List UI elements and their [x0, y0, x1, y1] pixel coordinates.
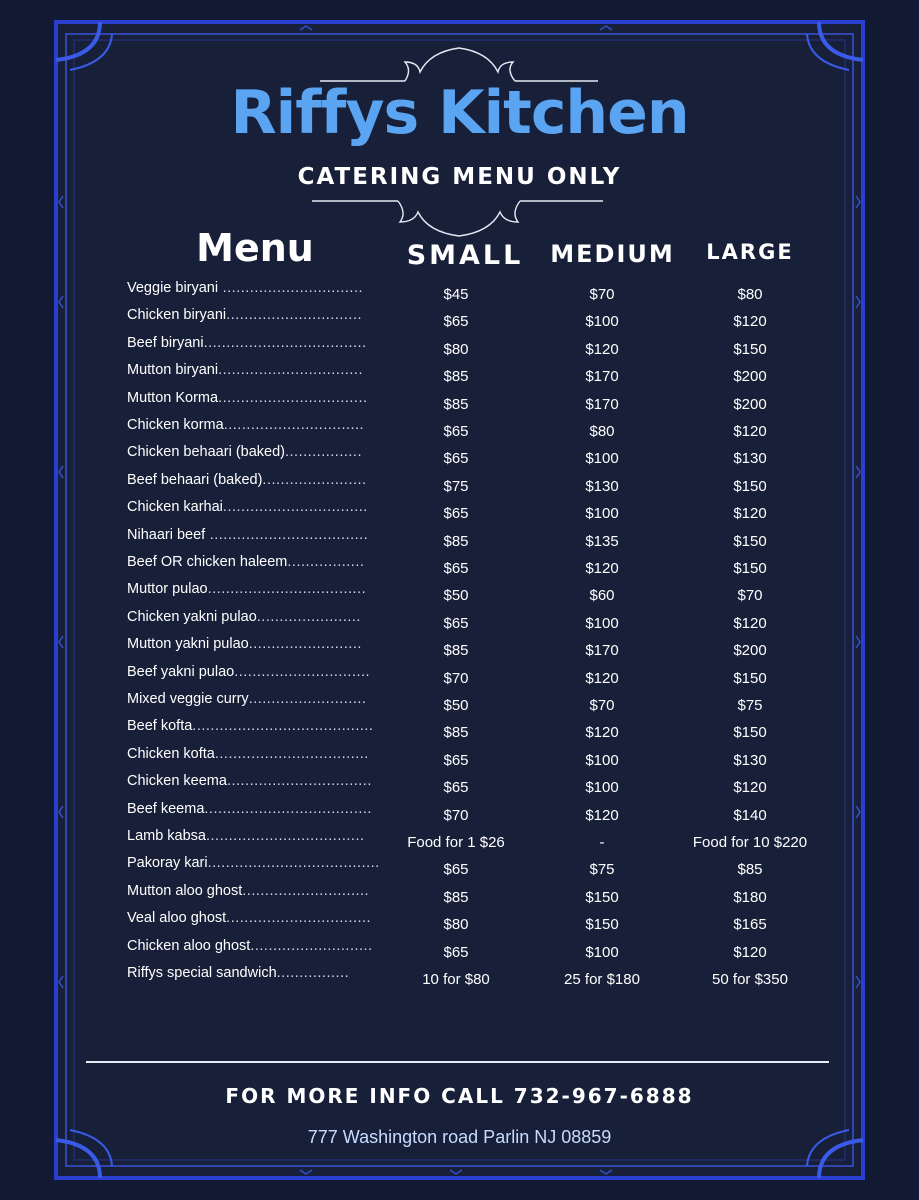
item-name: Beef kofta........................................	[127, 718, 374, 735]
price-large: $120	[733, 423, 767, 440]
price-medium: $170	[585, 368, 619, 386]
price-small: $65	[443, 861, 469, 879]
price-small: $80	[443, 340, 469, 358]
price-medium: $80	[589, 423, 615, 440]
menu-item-row	[0, 691, 919, 718]
menu-item-row	[0, 472, 919, 499]
price-small: $70	[443, 806, 469, 824]
menu-item-row	[0, 636, 919, 663]
item-name: Mutton biryani................................	[127, 362, 363, 379]
item-name: Chicken keema................................	[127, 773, 372, 790]
item-name: Beef OR chicken haleem.................	[127, 554, 365, 570]
price-small: $75	[443, 477, 469, 495]
page-title: Riffys Kitchen	[230, 78, 689, 148]
item-name: Chicken yakni pulao.......................	[127, 608, 361, 625]
price-medium: $60	[589, 587, 615, 605]
item-name: Beef biryani....................................	[127, 334, 367, 351]
address: 777 Washington road Parlin NJ 08859	[307, 1127, 612, 1147]
item-name: Beef keema.....................................	[127, 800, 372, 817]
contact-info: FOR MORE INFO CALL 732-967-6888	[225, 1084, 694, 1108]
menu-item-row	[0, 554, 919, 581]
menu-item-row	[0, 609, 919, 636]
price-small: $85	[443, 724, 469, 742]
price-large: $165	[733, 916, 767, 934]
price-small: $65	[443, 450, 469, 468]
price-small: $70	[443, 669, 469, 687]
menu-item-row	[0, 855, 919, 882]
price-medium: $150	[585, 916, 619, 934]
menu-item-row	[0, 938, 919, 965]
price-small: $45	[443, 286, 469, 303]
price-medium: $100	[585, 943, 619, 961]
price-medium: 25 for $180	[564, 971, 640, 988]
price-medium: $100	[585, 505, 619, 523]
menu-item-row	[0, 499, 919, 526]
menu-item-row	[0, 883, 919, 910]
price-medium: $120	[585, 806, 619, 824]
item-name: Chicken kofta..................................	[127, 745, 369, 762]
price-small: $65	[443, 779, 469, 797]
price-large: $140	[733, 806, 767, 824]
price-small: $80	[443, 916, 469, 934]
price-large: $180	[733, 888, 767, 906]
large-column-heading: LARGE	[706, 240, 794, 264]
item-name: Pakoray kari......................................	[127, 855, 380, 872]
price-large: $150	[733, 477, 767, 495]
price-large: $200	[733, 642, 767, 660]
price-large: $130	[733, 450, 767, 468]
item-name: Chicken aloo ghost...........................	[127, 937, 373, 954]
price-small: $85	[443, 368, 469, 386]
price-large: $130	[733, 751, 767, 769]
item-name: Mutton aloo ghost............................	[127, 882, 370, 899]
price-large: $120	[733, 779, 767, 797]
price-medium: $120	[585, 669, 619, 687]
price-large: $120	[733, 505, 767, 523]
price-large: $150	[733, 532, 767, 550]
price-medium: $100	[585, 751, 619, 769]
price-small: $85	[443, 532, 469, 550]
price-large: $120	[733, 943, 767, 961]
item-name: Nihaari beef ...................................	[127, 526, 369, 543]
menu-item-row	[0, 718, 919, 745]
menu-item-row	[0, 965, 919, 992]
menu-item-row	[0, 444, 919, 471]
price-large: $120	[733, 313, 767, 331]
price-medium: $100	[585, 450, 619, 468]
price-small: $65	[443, 423, 469, 440]
price-large: $75	[737, 697, 763, 714]
footer-divider	[86, 1061, 829, 1063]
price-large: 50 for $350	[712, 971, 788, 988]
medium-column-heading: MEDIUM	[550, 240, 675, 268]
price-medium: $135	[585, 532, 619, 550]
menu-item-row	[0, 910, 919, 937]
item-name: Lamb kabsa...................................	[127, 828, 365, 844]
menu-item-row	[0, 362, 919, 389]
item-name: Muttor pulao...................................	[127, 581, 367, 598]
item-name: Mutton Korma.................................	[127, 389, 368, 406]
price-large: $85	[737, 861, 763, 879]
item-name: Riffys special sandwich................	[127, 965, 350, 981]
price-large: $200	[733, 395, 767, 413]
menu-item-row	[0, 335, 919, 362]
price-medium: -	[599, 834, 605, 851]
price-large: $150	[733, 724, 767, 742]
price-large: Food for 10 $220	[692, 834, 808, 851]
item-name: Beef yakni pulao..............................	[127, 663, 371, 680]
price-small: 10 for $80	[422, 971, 490, 988]
price-large: $150	[733, 560, 767, 577]
price-small: $85	[443, 395, 469, 413]
price-medium: $150	[585, 888, 619, 906]
price-large: $200	[733, 368, 767, 386]
menu-item-row	[0, 417, 919, 444]
item-name: Veggie biryani ...............................	[127, 280, 364, 296]
menu-item-row	[0, 527, 919, 554]
price-small: $65	[443, 943, 469, 961]
item-name: Beef behaari (baked).......................	[127, 471, 367, 488]
price-medium: $120	[585, 724, 619, 742]
price-medium: $70	[589, 286, 615, 303]
item-name: Chicken karhai................................	[127, 499, 368, 516]
item-name: Chicken korma...............................	[127, 417, 365, 433]
price-large: $80	[737, 286, 763, 303]
price-small: $50	[443, 587, 469, 605]
price-large: $70	[737, 587, 763, 605]
price-small: $65	[443, 751, 469, 769]
price-medium: $170	[585, 395, 619, 413]
page-subtitle: CATERING MENU ONLY	[297, 164, 622, 190]
price-medium: $120	[585, 560, 619, 577]
small-column-heading: SMALL	[406, 240, 524, 271]
price-large: $150	[733, 340, 767, 358]
menu-heading: Menu	[196, 226, 314, 270]
price-small: $50	[443, 697, 469, 714]
menu-item-row	[0, 581, 919, 608]
price-small: $65	[443, 313, 469, 331]
price-large: $120	[733, 614, 767, 632]
item-name: Mixed veggie curry..........................	[127, 691, 367, 707]
price-small: $65	[443, 614, 469, 632]
price-large: $150	[733, 669, 767, 687]
menu-item-row	[0, 801, 919, 828]
menu-item-row	[0, 664, 919, 691]
price-small: $85	[443, 888, 469, 906]
price-medium: $100	[585, 779, 619, 797]
price-small: $65	[443, 560, 469, 577]
price-medium: $170	[585, 642, 619, 660]
menu-item-row	[0, 746, 919, 773]
menu-item-row	[0, 773, 919, 800]
menu-item-row	[0, 307, 919, 334]
price-medium: $75	[589, 861, 615, 879]
menu-item-row	[0, 280, 919, 307]
price-medium: $120	[585, 340, 619, 358]
item-name: Chicken biryani..............................	[127, 307, 362, 324]
price-small: $65	[443, 505, 469, 523]
price-medium: $130	[585, 477, 619, 495]
price-small: Food for 1 $26	[407, 834, 505, 851]
item-name: Veal aloo ghost................................	[127, 910, 372, 927]
price-medium: $100	[585, 313, 619, 331]
price-medium: $70	[589, 697, 615, 714]
price-small: $85	[443, 642, 469, 660]
item-name: Mutton yakni pulao.........................	[127, 636, 362, 653]
menu-item-row	[0, 390, 919, 417]
price-medium: $100	[585, 614, 619, 632]
menu-item-row	[0, 828, 919, 855]
item-name: Chicken behaari (baked).................	[127, 444, 362, 461]
